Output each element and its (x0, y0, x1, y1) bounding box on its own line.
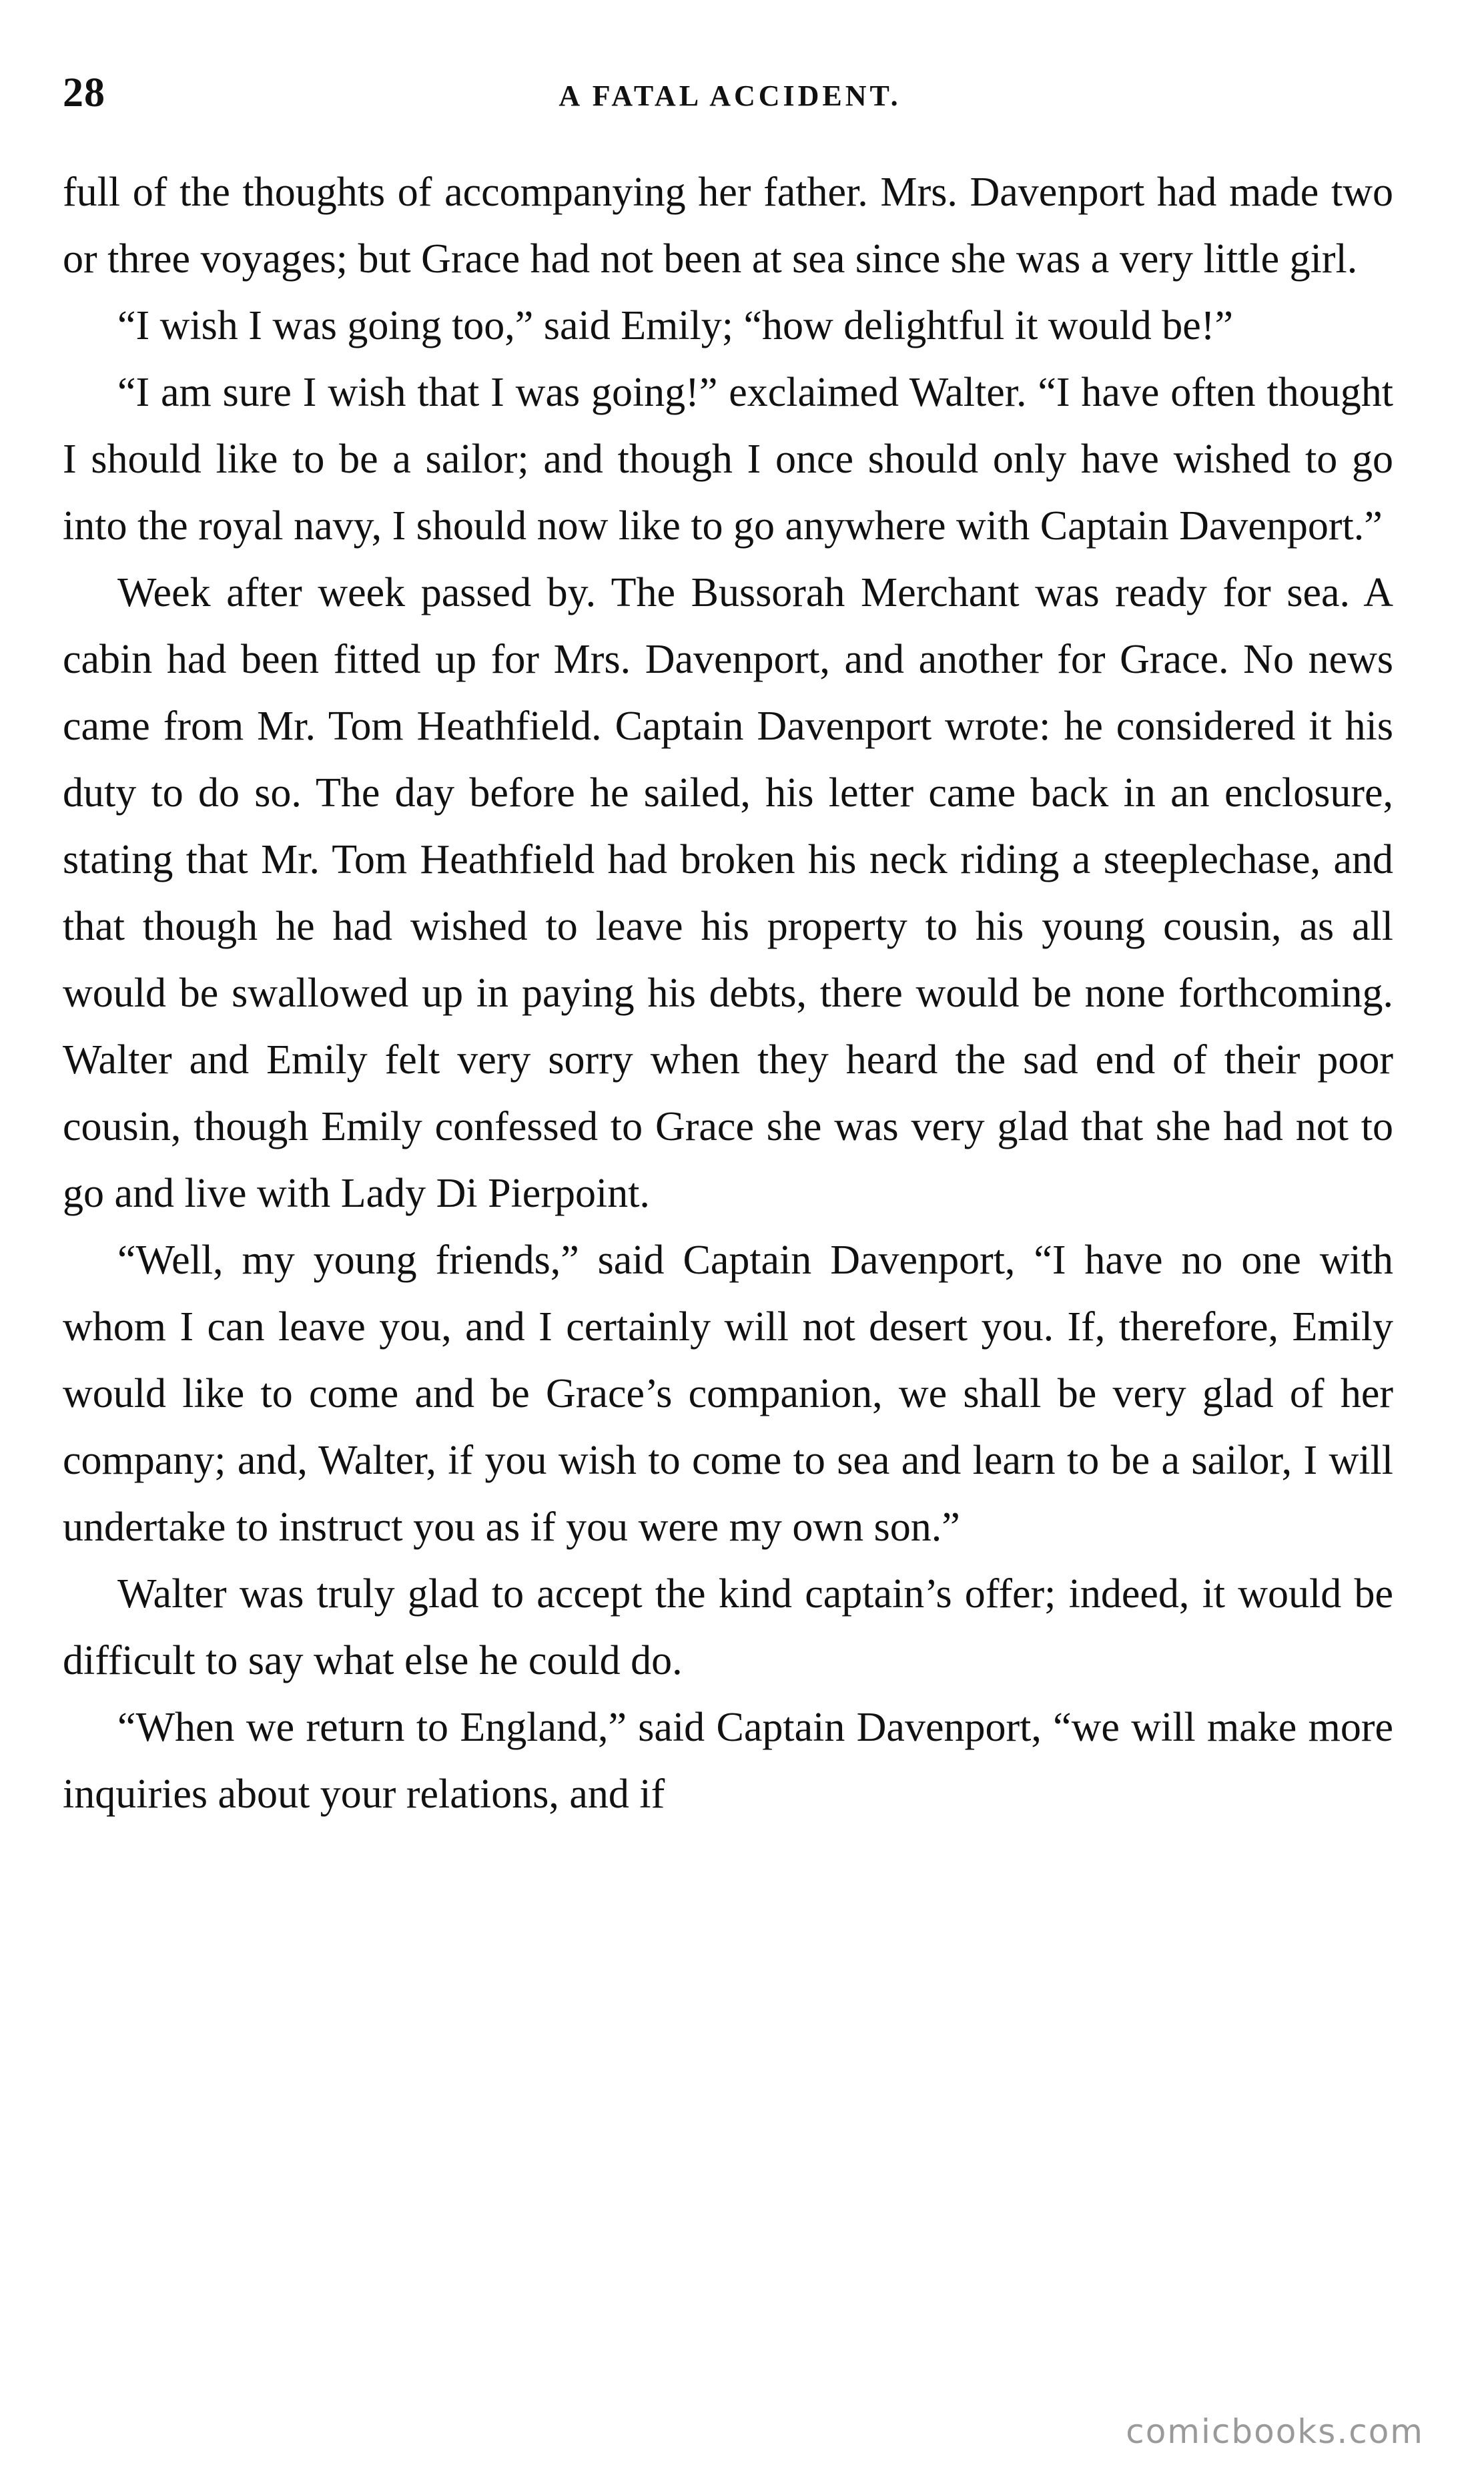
running-head: A FATAL ACCIDENT. (559, 79, 901, 112)
paragraph: Week after week passed by. The Bussorah Merchant was ready for sea. A cabin had been fitted up for Mrs. Davenport, and another for Grace. No news came from Mr. Tom Heathfield. Captain Davenport wrote: he considered it his duty to do so. The day before he sailed, his letter came back in an enclosure, stating that Mr. Tom Heathfield had broken his neck riding a steeplechase, and that though he had wished to leave his property to his young cousin, as all would be swallowed up in paying his debts, there would be none forthcoming. Walter and Emily felt very sorry when they heard the sad end of their poor cousin, though Emily confessed to Grace she was very glad that she had not to go and live with Lady Di Pierpoint. (63, 570, 1393, 1216)
paragraph: “I am sure I wish that I was going!” exclaimed Walter. “I have often thought I should like to be a sailor; and though I once should only have wished to go into the royal navy, I should now like to go anywhere with Captain Davenport.” (63, 370, 1393, 549)
page-number: 28 (63, 70, 105, 115)
paragraph: “I wish I was going too,” said Emily; “how delightful it would be!” (117, 303, 1233, 348)
paragraph: full of the thoughts of accompanying her father. Mrs. Davenport had made two or three voyages; but Grace had not been at sea since she was a very little girl. (63, 170, 1393, 282)
paragraph: Walter was truly glad to accept the kind captain’s offer; indeed, it would be difficult to say what else he could do. (63, 1571, 1393, 1683)
paragraph: “Well, my young friends,” said Captain Davenport, “I have no one with whom I can leave you, and I certainly will not desert you. If, therefore, Emily would like to come and be Grace’s companion, we shall be very glad of her company; and, Walter, if you wish to come to sea and learn to be a sailor, I will undertake to instruct you as if you were my own son.” (63, 1237, 1393, 1550)
watermark: comicbooks.com (1126, 2412, 1424, 2451)
page-header (63, 69, 1397, 129)
paragraph: “When we return to England,” said Captain Davenport, “we will make more inquiries about your relations, and if (63, 1705, 1393, 1817)
body-text (63, 159, 1393, 1828)
